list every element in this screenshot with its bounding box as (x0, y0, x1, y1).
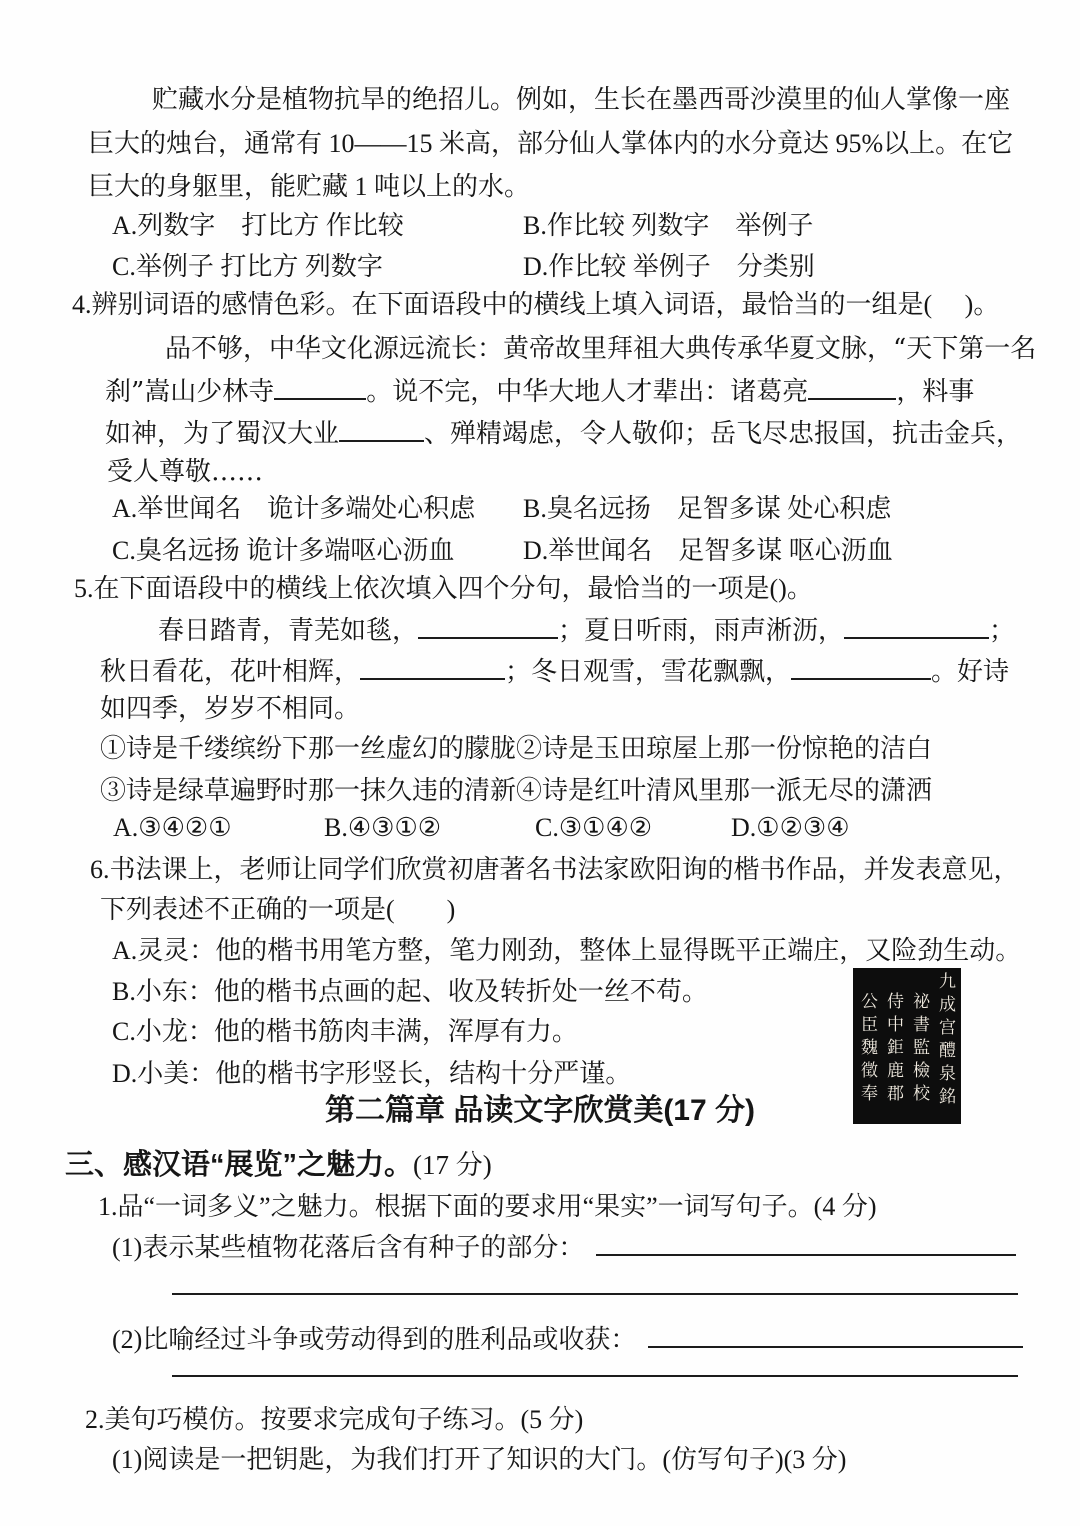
q3-passage-line-3: 巨大的身躯里，能贮藏 1 吨以上的水。 (88, 172, 531, 201)
answer-writing-line (172, 1375, 1018, 1377)
q5-option-a: A.③④②① (113, 813, 232, 842)
q5-option-d: D.①②③④ (731, 813, 850, 842)
text-segment: (1)表示某些植物花落后含有种子的部分： (112, 1233, 585, 1262)
q4-option-c: C.臭名远扬 诡计多端呕心沥血 (112, 536, 455, 565)
q6-option-d: D.小美：他的楷书字形竖长，结构十分严谨。 (112, 1059, 632, 1088)
s3-q2-stem: 2.美句巧模仿。按要求完成句子练习。(5 分) (85, 1405, 584, 1434)
q3-passage-line-1: 贮藏水分是植物抗旱的绝招儿。例如，生长在墨西哥沙漠里的仙人掌像一座 (152, 85, 1011, 114)
q4-passage-line-1: 品不够，中华文化源远流长：黄帝故里拜祖大典传承华夏文脉，“天下第一名 (165, 334, 1037, 364)
q5-option-b: B.④③①② (324, 813, 442, 842)
text-segment: ； (989, 616, 1016, 646)
q6-stem-line-2: 下列表述不正确的一项是( ) (100, 895, 456, 924)
text-segment: 秋日看花，花叶相辉， (100, 657, 361, 687)
section-3-score: (17 分) (413, 1150, 492, 1180)
text-segment: 如神，为了蜀汉大业 (105, 419, 340, 449)
q4-option-b: B.臭名远扬 足智多谋 处心积虑 (523, 494, 892, 523)
q4-stem: 4.辨别词语的感情色彩。在下面语段中的横线上填入词语，最恰当的一组是( )。 (72, 290, 1000, 319)
calligraphy-column: 侍中鉅鹿郡 (883, 992, 903, 1107)
q5-stem: 5.在下面语段中的横线上依次填入四个分句，最恰当的一项是()。 (74, 574, 813, 603)
text-segment: ，料事 (896, 377, 975, 407)
text-segment: 。说不完，中华大地人才辈出：诸葛亮 (366, 377, 809, 407)
q5-passage-line-2 (100, 654, 1009, 690)
calligraphy-column: 九成宫醴泉銘 (935, 972, 955, 1110)
s3-q1-item-1 (112, 1230, 1016, 1266)
blank-line (808, 375, 896, 400)
text-segment: ；夏日听雨，雨声淅沥， (558, 616, 845, 646)
q3-passage-line-2: 巨大的烛台，通常有 10——15 米高，部分仙人掌体内的水分竟达 95%以上。在它 (88, 129, 1014, 158)
q4-option-a: A.举世闻名 诡计多端处心积虑 (112, 494, 476, 523)
q5-numbered-line-2: ③诗是绿草遍野时那一抹久违的清新④诗是红叶清风里那一派无尽的潇洒 (100, 776, 933, 805)
q4-passage-line-4: 受人尊敬…… (107, 457, 264, 487)
q4-passage-line-3 (105, 416, 1022, 452)
q6-option-a: A.灵灵：他的楷书用笔方整，笔力刚劲，整体上显得既平正端庄，又险劲生动。 (112, 936, 1022, 965)
blank-line (844, 614, 989, 639)
answer-writing-line (172, 1293, 1018, 1295)
calligraphy-column: 公臣魏徵奉 (857, 992, 877, 1107)
q5-passage-line-3: 如四季，岁岁不相同。 (100, 694, 361, 724)
blank-line (339, 417, 424, 442)
q3-option-d: D.作比较 举例子 分类别 (523, 252, 815, 281)
section-3-title: 三、感汉语“展览”之魅力。 (65, 1149, 414, 1181)
q3-option-b: B.作比较 列数字 举例子 (523, 211, 814, 240)
answer-blank-line (648, 1323, 1023, 1348)
s3-q1-item-2 (112, 1322, 1023, 1358)
text-segment: 。好诗 (931, 657, 1010, 687)
s3-q1-stem: 1.品“一词多义”之魅力。根据下面的要求用“果实”一词写句子。(4 分) (98, 1192, 877, 1221)
answer-blank-line (596, 1231, 1016, 1256)
q5-passage-line-1 (158, 613, 1015, 649)
q6-stem-line-1: 6.书法课上，老师让同学们欣赏初唐著名书法家欧阳询的楷书作品，并发表意见， (90, 855, 1020, 884)
section-3-heading (65, 1147, 492, 1184)
blank-line (360, 655, 505, 680)
chapter-2-title: 第二篇章 品读文字欣赏美(17 分) (324, 1094, 756, 1127)
q5-option-c: C.③①④② (535, 813, 653, 842)
text-segment: 春日踏青，青芜如毯， (158, 616, 419, 646)
text-segment: 刹”嵩山少林寺 (105, 377, 275, 407)
q4-passage-line-2 (105, 374, 974, 410)
q5-numbered-line-1: ①诗是千缕缤纷下那一丝虚幻的朦胧②诗是玉田琼屋上那一份惊艳的洁白 (100, 734, 933, 763)
text-segment: 、殚精竭虑，令人敬仰；岳飞尽忠报国，抗击金兵， (424, 419, 1023, 449)
q3-option-c: C.举例子 打比方 列数字 (112, 252, 383, 281)
q6-option-c: C.小龙：他的楷书筋肉丰满，浑厚有力。 (112, 1017, 578, 1046)
blank-line (274, 375, 366, 400)
q3-option-a: A.列数字 打比方 作比较 (112, 211, 404, 240)
calligraphy-column: 祕書監檢校 (909, 992, 929, 1107)
text-segment: (2)比喻经过斗争或劳动得到的胜利品或收获： (112, 1325, 637, 1354)
text-segment: ；冬日观雪，雪花飘飘， (505, 657, 792, 687)
blank-line (791, 655, 931, 680)
s3-q2-item-1: (1)阅读是一把钥匙，为我们打开了知识的大门。(仿写句子)(3 分) (112, 1445, 847, 1474)
q6-option-b: B.小东：他的楷书点画的起、收及转折处一丝不苟。 (112, 977, 708, 1006)
q4-option-d: D.举世闻名 足智多谋 呕心沥血 (523, 536, 893, 565)
blank-line (418, 614, 558, 639)
